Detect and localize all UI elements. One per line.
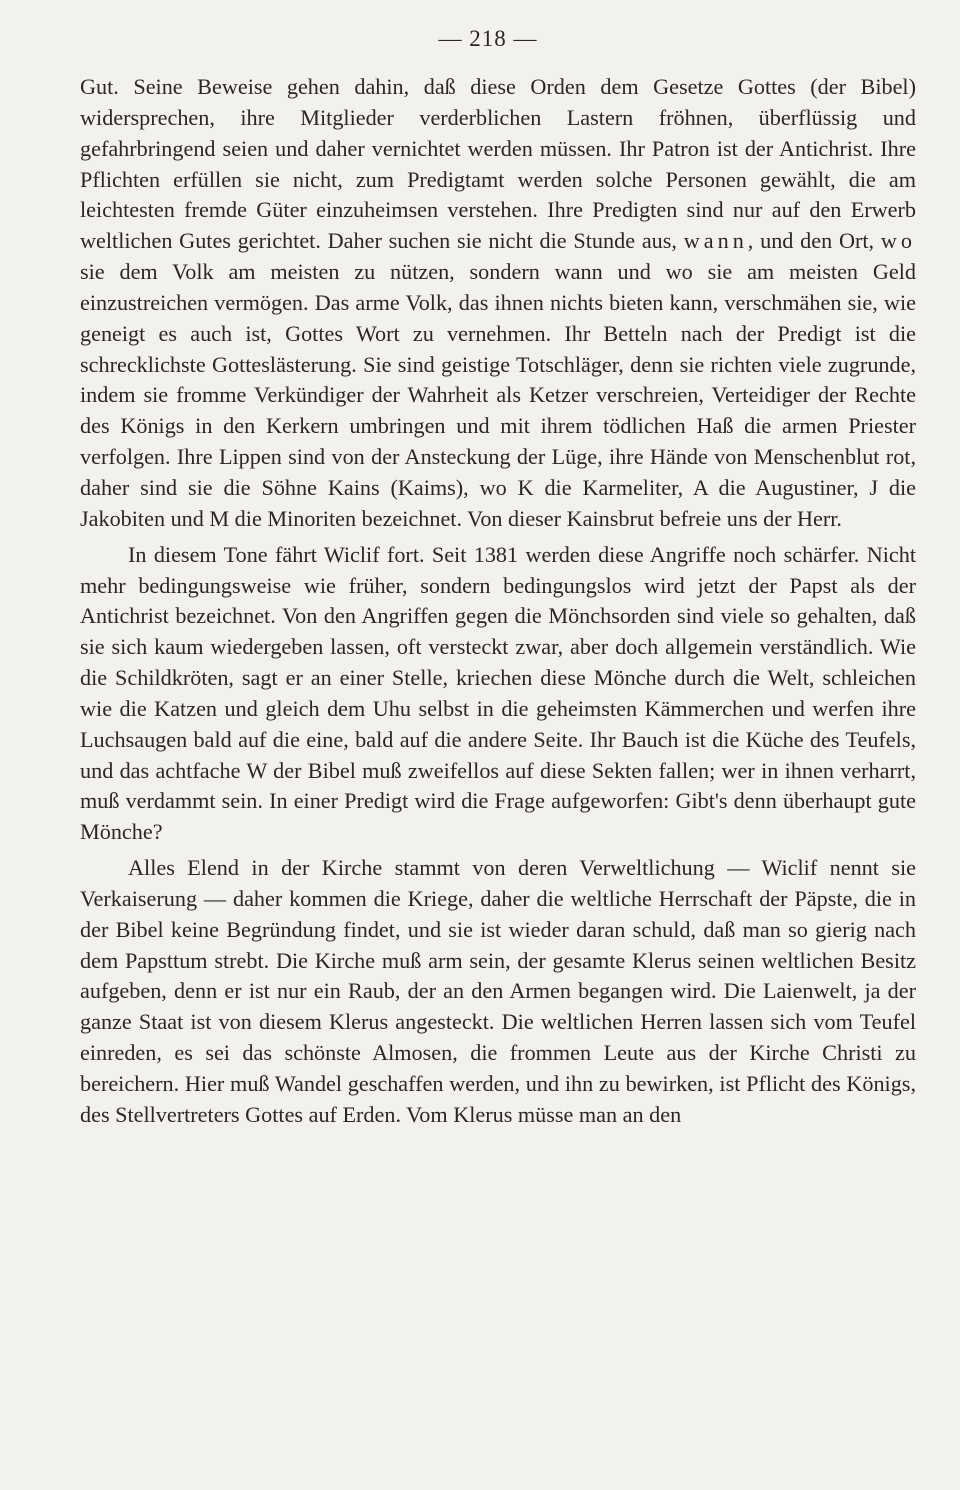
emphasis-wann: wann	[683, 228, 748, 254]
emphasis-wo: wo	[880, 228, 916, 254]
paragraph-1-text-a: Gut. Seine Beweise gehen dahin, daß diese Orden dem Gesetze Gottes (der Bibel) widersprechen, ihre Mitglieder verderblichen Lastern fröhnen, überflüssig und gefahrbringend seien und daher vernichtet werden müssen. Ihr Patron ist der Antichrist. Ihre Pflichten erfüllen sie nicht, zum Predigtamt werden solche Personen gewählt, die am leichtesten fremde Güter einzuheimsen verstehen. Ihre Predigten sind nur auf den Erwerb weltlichen Gutes gerichtet. Daher suchen sie nicht die Stunde aus,	[80, 74, 916, 254]
paragraph-2: In diesem Tone fährt Wiclif fort. Seit 1381 werden diese Angriffe noch schärfer. Nicht mehr bedingungsweise wie früher, sondern bedingungslos wird jetzt der Papst als der Antichrist bezeichnet. Von den Angriffen gegen die Mönchsorden sind viele so gehalten, daß sie sich kaum wiedergeben lassen, oft versteckt zwar, aber doch allgemein verständlich. Wie die Schildkröten, sagt er an einer Stelle, kriechen diese Mönche durch die Welt, schleichen wie die Katzen und gleich dem Uhu selbst in die geheimsten Kämmerchen und werfen ihre Luchsaugen bald auf die eine, bald auf die andere Seite. Ihr Bauch ist die Küche des Teufels, und das achtfache W der Bibel muß zweifellos auf diese Sekten fallen; wer in ihnen verharrt, muß verdammt sein. In einer Predigt wird die Frage aufgeworfen: Gibt's denn überhaupt gute Mönche?	[80, 541, 916, 845]
paragraph-1	[80, 72, 916, 535]
paragraph-3: Alles Elend in der Kirche stammt von deren Verweltlichung — Wiclif nennt sie Verkaiserung — daher kommen die Kriege, daher die weltliche Herrschaft der Päpste, die in der Bibel keine Begründung findet, und sie ist wieder daran schuld, daß man so gierig nach dem Papsttum strebt. Die Kirche muß arm sein, der gesamte Klerus seinen weltlichen Besitz aufgeben, denn er ist nur ein Raub, der an den Armen begangen wird. Die Laienwelt, ja der ganze Staat ist von diesem Klerus angesteckt. Die weltlichen Herren lassen sich vom Teufel einreden, es sei das schönste Almosen, die frommen Leute aus der Kirche Christi zu bereichern. Hier muß Wandel geschaffen werden, und ihn zu bewirken, ist Pflicht des Königs, des Stellvertreters Gottes auf Erden. Vom Klerus müsse man an den	[80, 855, 916, 1127]
page-number: — 218 —	[438, 26, 538, 51]
paragraph-1-text-c: sie dem Volk am meisten zu nützen, sondern wann und wo sie am meisten Geld einzustreichen vermögen. Das arme Volk, das ihnen nichts bieten kann, verschmähen sie, wie geneigt es auch ist, Gottes Wort zu vernehmen. Ihr Betteln nach der Predigt ist die schrecklichste Gotteslästerung. Sie sind geistige Totschläger, denn sie richten viele zugrunde, indem sie fromme Verkündiger der Wahrheit als Ketzer verschreien, Verteidiger der Rechte des Königs in den Kerkern umbringen und mit ihrem tödlichen Haß die armen Priester verfolgen. Ihre Lippen sind von der Ansteckung der Lüge, ihre Hände von Menschenblut rot, daher sind sie die Söhne Kains (Kaims), wo K die Karmeliter, A die Augustiner, J die Jakobiten und M die Minoriten bezeichnet. Von dieser Kainsbrut befreie uns der Herr.	[80, 259, 916, 531]
paragraph-1-text-b: , und den Ort,	[747, 228, 881, 254]
